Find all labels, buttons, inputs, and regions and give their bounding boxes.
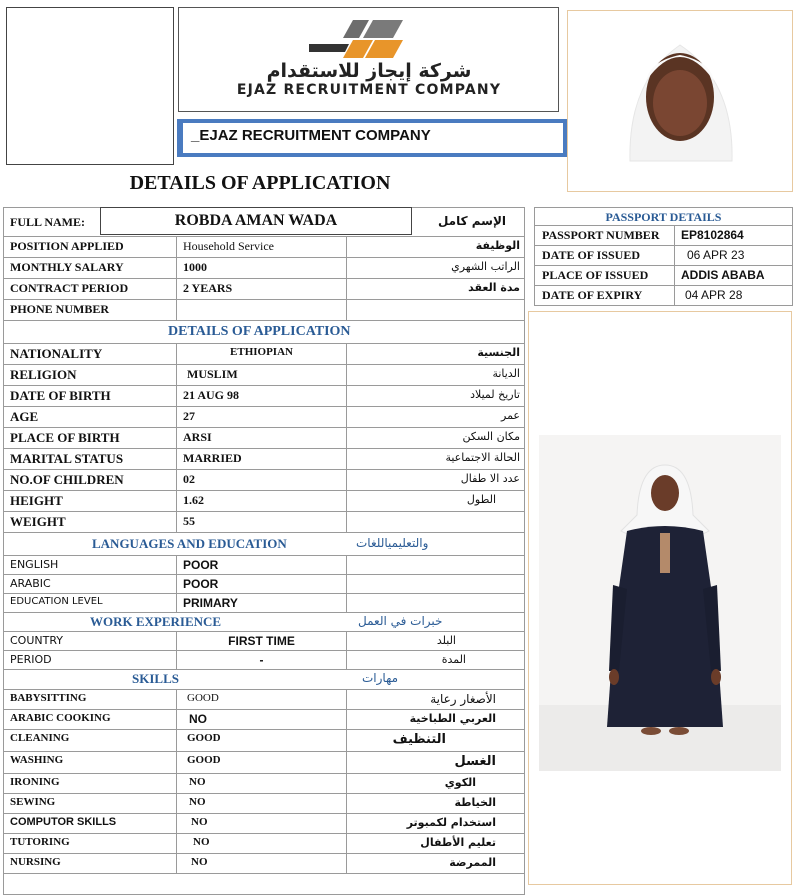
field-label: CLEANING [10, 732, 70, 744]
passport-row [534, 226, 793, 246]
field-label: BABYSITTING [10, 692, 87, 704]
blank-row [3, 874, 525, 895]
field-arabic-label [346, 575, 526, 593]
section-title: WORK EXPERIENCE [90, 614, 222, 629]
detail-row [3, 365, 525, 386]
field-label: COMPUTOR SKILLS [10, 816, 117, 828]
field-arabic-label [346, 556, 526, 574]
passport-label: PASSPORT NUMBER [542, 228, 660, 242]
field-value: MUSLIM [176, 365, 346, 385]
field-label: CONTRACT PERIOD [10, 281, 129, 295]
field-value: 27 [176, 407, 346, 427]
field-label: POSITION APPLIED [10, 239, 124, 253]
field-value: 1.62 [176, 491, 346, 511]
field-label: NURSING [10, 856, 61, 868]
field-value: NO [176, 710, 346, 729]
section-arabic-title: مهارات [362, 671, 399, 685]
field-arabic-label: الحالة الاجتماعية [346, 449, 526, 469]
logo-english-text: EJAZ RECRUITMENT COMPANY [236, 82, 502, 98]
field-arabic-label: العربي الطباخية [346, 710, 526, 729]
field-value: GOOD [176, 752, 346, 773]
passport-details-table [534, 207, 793, 306]
field-label: MONTHLY SALARY [10, 260, 124, 274]
passport-value: 06 APR 23 [674, 246, 744, 265]
phone-row [3, 300, 525, 321]
full-body-photo-frame [528, 311, 792, 885]
field-arabic-label: استخدام لكمبوتر [346, 814, 526, 833]
field-value: ETHIOPIAN [176, 344, 346, 364]
field-arabic-label: المدة [346, 651, 526, 669]
field-value [176, 300, 346, 320]
full-name-label: FULL NAME: [10, 215, 85, 229]
field-label: WASHING [10, 754, 64, 766]
application-form [3, 207, 525, 895]
full-name-arabic-label: الإسم كامل [437, 214, 506, 228]
stamp-box [6, 7, 174, 165]
field-value: POOR [176, 575, 346, 593]
field-label: SEWING [10, 796, 56, 808]
skill-row [3, 690, 525, 710]
field-arabic-label: الديانة [346, 365, 526, 385]
field-arabic-label: الأصغار رعاية [346, 690, 526, 709]
field-value: NO [176, 774, 346, 793]
detail-row [3, 407, 525, 428]
field-label: PHONE NUMBER [10, 302, 109, 316]
skill-row [3, 794, 525, 814]
field-label: PLACE OF BIRTH [10, 430, 120, 445]
field-label: RELIGION [10, 367, 77, 382]
detail-row [3, 491, 525, 512]
field-value: PRIMARY [176, 594, 346, 612]
detail-row [3, 386, 525, 407]
field-label: ARABIC COOKING [10, 712, 111, 724]
contract-row [3, 279, 525, 300]
field-label: WEIGHT [10, 514, 66, 529]
field-arabic-label: الكوي [346, 774, 526, 793]
full-name-value: ROBDA AMAN WADA [100, 207, 412, 235]
work-section-header [3, 613, 525, 632]
portrait-photo [568, 11, 792, 191]
field-arabic-label: الوظيفة [346, 237, 526, 257]
field-arabic-label: مدة العقد [346, 279, 526, 299]
field-arabic-label: الخياطة [346, 794, 526, 813]
skill-row [3, 834, 525, 854]
field-arabic-label [346, 594, 526, 612]
passport-value: ADDIS ABABA [674, 266, 765, 285]
company-logo-icon [307, 18, 413, 62]
field-arabic-label: عدد الا طفال [346, 470, 526, 490]
passport-value: 04 APR 28 [674, 286, 742, 305]
logo-arabic-text: شركة إيجاز للاستقدام [266, 60, 472, 82]
field-arabic-label: الممرضة [346, 854, 526, 873]
field-value: NO [176, 834, 346, 853]
language-row [3, 575, 525, 594]
passport-row [534, 286, 793, 306]
field-value: FIRST TIME [176, 632, 346, 650]
skill-row [3, 710, 525, 730]
passport-label: PLACE OF ISSUED [542, 268, 649, 282]
section-title: SKILLS [132, 671, 179, 686]
passport-details-title: PASSPORT DETAILS [534, 207, 793, 226]
field-arabic-label: التنظيف [346, 730, 526, 751]
field-value: POOR [176, 556, 346, 574]
field-value: 2 YEARS [176, 279, 346, 299]
field-value: 1000 [176, 258, 346, 278]
company-logo-box [178, 7, 559, 112]
field-arabic-label: تعليم الأطفال [346, 834, 526, 853]
field-value: NO [176, 794, 346, 813]
position-row [3, 237, 525, 258]
detail-row [3, 470, 525, 491]
passport-label: DATE OF EXPIRY [542, 288, 643, 302]
education-row [3, 594, 525, 613]
field-label: EDUCATION LEVEL [10, 596, 103, 607]
field-arabic-label [346, 300, 526, 320]
full-name-row [3, 207, 525, 237]
section-title: LANGUAGES AND EDUCATION [92, 536, 287, 551]
field-value: ARSI [176, 428, 346, 448]
skill-row [3, 774, 525, 794]
passport-row [534, 246, 793, 266]
section-title: DETAILS OF APPLICATION [168, 324, 351, 339]
field-label: NATIONALITY [10, 346, 103, 361]
detail-row [3, 344, 525, 365]
field-label: NO.OF CHILDREN [10, 472, 124, 487]
skill-row [3, 730, 525, 752]
portrait-photo-frame [567, 10, 793, 192]
passport-row [534, 266, 793, 286]
language-row [3, 556, 525, 575]
field-arabic-label: تاريخ لميلاد [346, 386, 526, 406]
field-value: 02 [176, 470, 346, 490]
field-value: GOOD [176, 730, 346, 751]
salary-row [3, 258, 525, 279]
field-label: AGE [10, 409, 39, 424]
details-section-header [3, 321, 525, 344]
detail-row [3, 449, 525, 470]
detail-row [3, 428, 525, 449]
field-label: COUNTRY [10, 634, 63, 647]
field-arabic-label [346, 512, 526, 532]
field-value: 55 [176, 512, 346, 532]
skill-row [3, 814, 525, 834]
field-arabic-label: الجنسية [346, 344, 526, 364]
field-value: MARRIED [176, 449, 346, 469]
field-arabic-label: الطول [346, 491, 526, 511]
field-label: TUTORING [10, 836, 70, 848]
work-row [3, 632, 525, 651]
field-value: NO [176, 854, 346, 873]
work-row [3, 651, 525, 670]
detail-row [3, 512, 525, 533]
field-value: GOOD [176, 690, 346, 709]
field-label: ENGLISH [10, 558, 59, 571]
section-arabic-title: والتعليمياللغات [356, 536, 429, 550]
company-banner-text: _EJAZ RECRUITMENT COMPANY [183, 123, 563, 153]
languages-section-header [3, 533, 525, 556]
field-value: NO [176, 814, 346, 833]
company-banner [177, 119, 569, 157]
field-label: MARITAL STATUS [10, 451, 124, 466]
skills-section-header [3, 670, 525, 690]
field-label: DATE OF BIRTH [10, 388, 111, 403]
field-label: PERIOD [10, 653, 52, 666]
field-arabic-label: الغسل [346, 752, 526, 773]
passport-label: DATE OF ISSUED [542, 248, 641, 262]
field-label: HEIGHT [10, 493, 63, 508]
document-title: DETAILS OF APPLICATION [129, 172, 391, 194]
skill-row [3, 752, 525, 774]
field-value: - [176, 651, 346, 669]
field-label: IRONING [10, 776, 60, 788]
skill-row [3, 854, 525, 874]
field-value: 21 AUG 98 [176, 386, 346, 406]
field-value: Household Service [176, 237, 346, 257]
field-arabic-label: الراتب الشهري [346, 258, 526, 278]
field-arabic-label: البلد [346, 632, 526, 650]
field-arabic-label: عمر [346, 407, 526, 427]
section-arabic-title: خبرات في العمل [358, 614, 443, 628]
full-body-photo [539, 435, 781, 771]
field-arabic-label: مكان السكن [346, 428, 526, 448]
field-label: ARABIC [10, 577, 51, 590]
passport-value: EP8102864 [674, 226, 744, 245]
